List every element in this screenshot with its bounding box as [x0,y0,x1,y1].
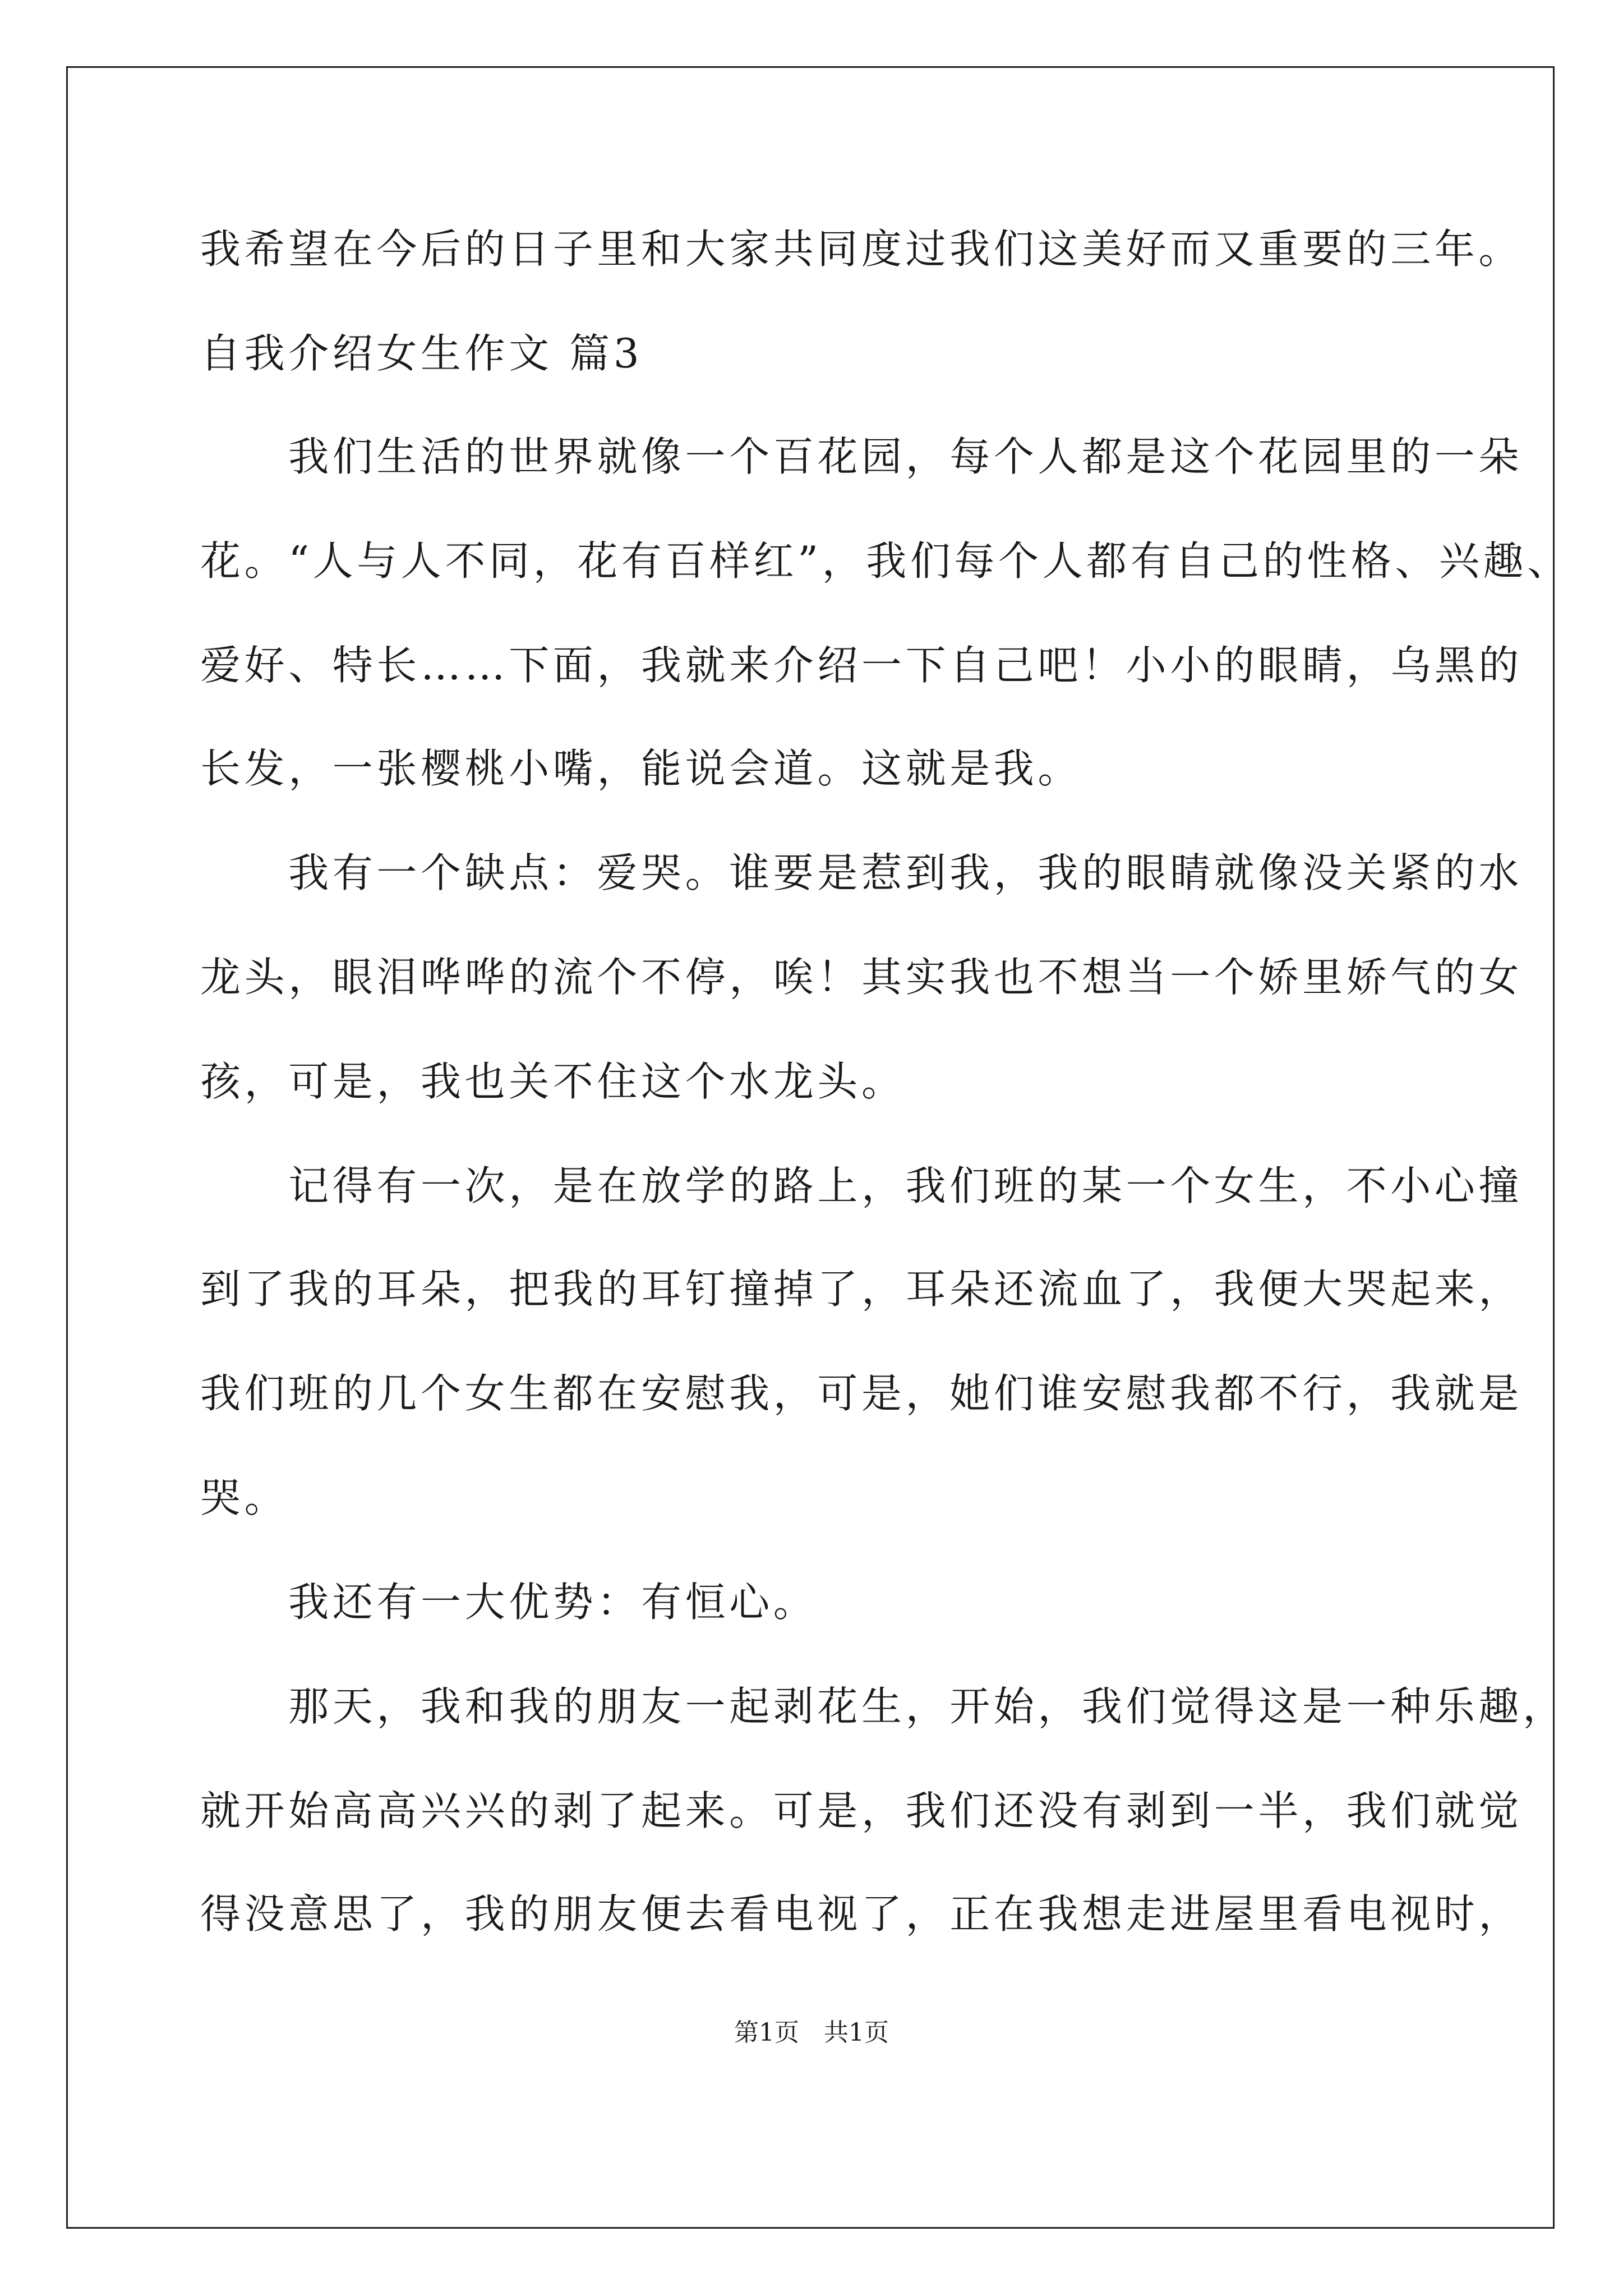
text-line: 长发，一张樱桃小嘴，能说会道。这就是我。 [200,745,1082,792]
text-line: 我希望在今后的日子里和大家共同度过我们这美好而又重要的三年。 [200,226,1523,273]
text-line: 得没意思了，我的朋友便去看电视了，正在我想走进屋里看电视时， [200,1890,1523,1938]
text-line: 就开始高高兴兴的剥了起来。可是，我们还没有剥到一半，我们就觉 [200,1787,1523,1834]
text-line: 爱好、特长……下面，我就来介绍一下自己吧！小小的眼睛，乌黑的 [200,642,1523,689]
text-line: 我有一个缺点：爱哭。谁要是惹到我，我的眼睛就像没关紧的水 [200,849,1523,896]
section-heading: 自我介绍女生作文 篇3 [200,330,643,377]
text-line: 到了我的耳朵，把我的耳钉撞掉了，耳朵还流血了，我便大哭起来， [200,1266,1523,1313]
page-number-footer: 第1页 共1页 [734,2018,889,2047]
text-line: 孩，可是，我也关不住这个水龙头。 [200,1058,906,1105]
text-line: 记得有一次，是在放学的路上，我们班的某一个女生，不小心撞 [200,1162,1523,1209]
text-line: 哭。 [200,1474,289,1521]
text-line: 我们生活的世界就像一个百花园，每个人都是这个花园里的一朵 [200,433,1523,480]
text-line: 花。“人与人不同，花有百样红”，我们每个人都有自己的性格、兴趣、 [200,537,1571,585]
text-line: 龙头，眼泪哗哗的流个不停，唉！其实我也不想当一个娇里娇气的女 [200,954,1523,1001]
text-line: 我们班的几个女生都在安慰我，可是，她们谁安慰我都不行，我就是 [200,1370,1523,1417]
text-line: 那天，我和我的朋友一起剥花生，开始，我们觉得这是一种乐趣， [200,1683,1567,1730]
text-line: 我还有一大优势：有恒心。 [200,1579,818,1626]
